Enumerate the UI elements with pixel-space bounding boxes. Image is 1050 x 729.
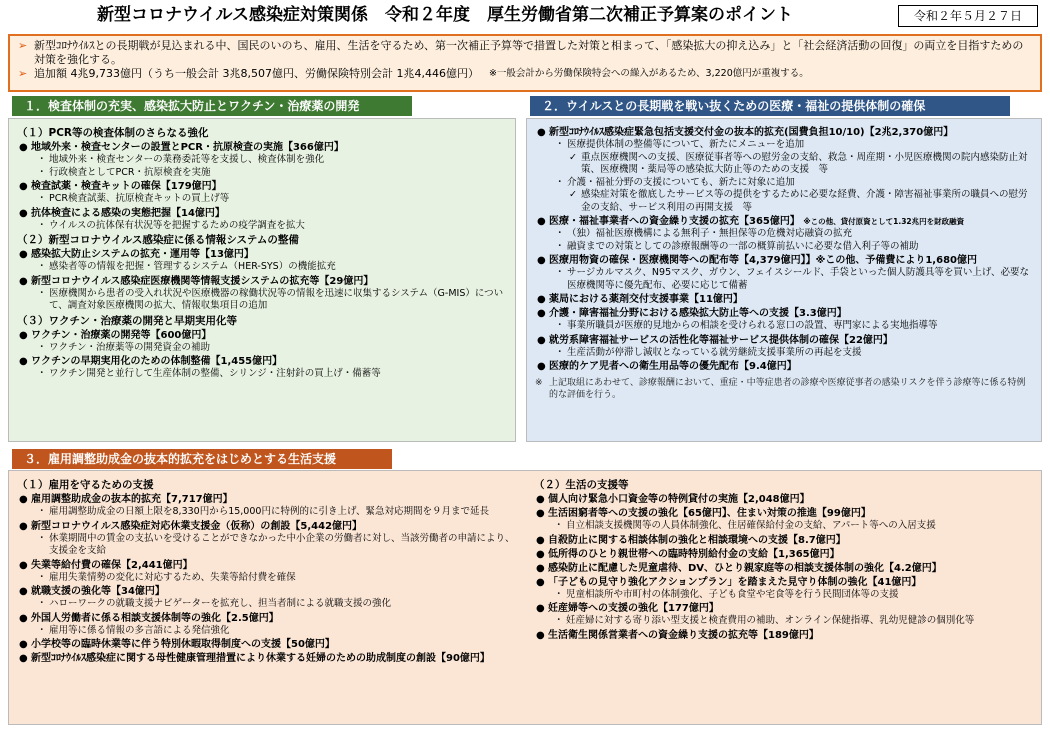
detail — [535, 267, 1033, 292]
list-item — [17, 248, 507, 261]
dot-icon: ・ — [37, 368, 47, 379]
section2-heading: ２．ウイルスとの長期戦を戦い抜くための医療・福祉の提供体制の確保 — [530, 96, 1010, 116]
bullet-icon: ● — [536, 629, 545, 641]
detail-text: （独）福祉医療機構による無利子・無担保等の危機対応融資の拡充 — [567, 228, 853, 239]
list-item — [535, 334, 1033, 347]
intro-line — [18, 67, 1032, 81]
list-item — [535, 307, 1033, 320]
section3-panel — [8, 470, 1042, 725]
item-label: 地域外来・検査センターの設置とPCR・抗原検査の実施【366億円】 — [31, 142, 344, 153]
list-item — [17, 275, 507, 288]
dot-icon: ・ — [555, 267, 565, 278]
dot-icon: ・ — [555, 176, 565, 188]
list-item — [534, 493, 1032, 506]
detail — [17, 288, 507, 313]
dot-icon: ・ — [555, 346, 565, 358]
bullet-icon: ● — [19, 586, 28, 597]
item-label: 「子どもの見守り強化アクションプラン」を踏まえた見守り体制の強化【41億円】 — [548, 576, 922, 588]
detail — [535, 320, 1033, 333]
intro-line — [18, 39, 1032, 67]
list-item — [17, 612, 522, 625]
page-title: 新型コロナウイルス感染症対策関係 令和２年度 厚生労働省第二次補正予算案のポイント — [97, 5, 793, 25]
note-text: 上記取組にあわせて、診療報酬において、重症・中等症患者の診療や医療従事者の感染リスクを伴う診療等に係る特例的な評価を行う。 — [549, 378, 1026, 400]
dot-icon: ・ — [37, 624, 47, 636]
intro-box — [8, 34, 1042, 92]
detail-text: 休業期間中の賃金の支払いを受けることができなかった中小企業の労働者に対し、当該労働者の申請により、支援金を支給 — [49, 532, 515, 556]
dot-icon: ・ — [37, 571, 47, 583]
detail-text: 雇用調整助成金の日額上限を8,330円から15,000円に特例的に引き上げ、緊急対応期間を９月まで延長 — [49, 506, 490, 517]
item-label: 小学校等の臨時休業等に伴う特別休暇取得制度への支援【50億円】 — [31, 639, 335, 650]
list-item — [17, 638, 522, 651]
detail — [534, 615, 1032, 628]
bullet-icon: ● — [536, 562, 545, 574]
detail — [17, 506, 522, 519]
section3-left-column — [17, 477, 522, 651]
detail — [534, 589, 1032, 602]
dot-icon: ・ — [554, 588, 564, 600]
bullet-icon: ● — [536, 576, 545, 588]
item-label: 外国人労働者に係る相談支援体制等の強化【2.5億円】 — [31, 612, 279, 624]
bullet-icon: ● — [536, 548, 545, 560]
detail-text: 妊産婦に対する寄り添い型支援と検査費用の補助、オンライン保健指導、乳幼児健診の個別化等 — [566, 615, 975, 626]
list-item — [535, 293, 1033, 306]
detail-text: 地域外来・検査センターの業務委託等を支援し、検査体制を強化 — [49, 154, 325, 165]
section2-panel — [526, 118, 1042, 442]
bullet-icon: ● — [19, 249, 28, 260]
detail — [535, 152, 1033, 177]
list-item — [17, 520, 522, 533]
subheading: （３）ワクチン・治療薬の開発と早期実用化等 — [17, 314, 237, 327]
bullet-icon: ● — [19, 653, 28, 664]
section1-panel — [8, 118, 516, 442]
item-label: 生活衛生関係営業者への資金繰り支援の拡充等【189億円】 — [548, 629, 819, 641]
detail-text: 医療提供体制の整備等について、新たにメニューを追加 — [567, 139, 805, 150]
detail-text: 重点医療機関への支援、医療従事者等への慰労金の支給、救急・周産期・小児医療機関の院内感染防止対策、医療機関・薬局等の感染拡大防止等のための支援 等 — [581, 151, 1028, 175]
list-item — [534, 629, 1032, 642]
item-label: 失業等給付費の確保【2,441億円】 — [31, 559, 193, 571]
subheading: （１）雇用を守るための支援 — [17, 479, 154, 491]
footnote — [535, 377, 1033, 401]
intro-amount: 追加額 4兆9,733億円（うち一般会計 3兆8,507億円、労働保険特別会計 1兆4,446億円） — [34, 67, 479, 80]
bullet-icon: ● — [19, 142, 28, 153]
dot-icon: ・ — [554, 615, 564, 626]
list-item — [17, 141, 507, 154]
detail — [534, 520, 1032, 533]
item-label: 個人向け緊急小口資金等の特例貸付の実施【2,048億円】 — [548, 494, 810, 505]
list-item — [17, 329, 507, 342]
detail — [535, 241, 1033, 254]
list-item — [535, 254, 1033, 267]
list-item — [17, 207, 507, 220]
detail-text: ワクチン開発と並行して生産体制の整備、シリンジ・注射針の買上げ・備蓄等 — [49, 368, 381, 379]
bullet-icon: ● — [537, 216, 546, 227]
item-label: 検査試薬・検査キットの確保【179億円】 — [31, 181, 222, 192]
item-label: 薬局における薬剤交付支援事業【11億円】 — [549, 294, 743, 305]
list-item — [534, 548, 1032, 561]
bullet-icon: ● — [537, 294, 546, 305]
list-item — [534, 562, 1032, 575]
dot-icon: ・ — [554, 520, 564, 531]
list-item — [534, 576, 1032, 589]
detail-text: サージカルマスク、N95マスク、ガウン、フェイスシールド、手袋といった個人防護具等を買い上げ、必要な医療機関等に優先配布、必要に応じて備蓄 — [567, 267, 1029, 291]
dot-icon: ・ — [37, 287, 47, 299]
list-item — [17, 585, 522, 598]
detail — [17, 261, 507, 274]
detail — [17, 533, 522, 558]
item-label: 妊産婦等への支援の強化【177億円】 — [548, 603, 719, 614]
detail-text: 雇用失業情勢の変化に対応するため、失業等給付費を確保 — [49, 571, 296, 583]
bullet-icon: ● — [19, 612, 28, 624]
bullet-icon: ● — [536, 534, 545, 546]
detail-text: ワクチン・治療薬等の開発資金の補助 — [49, 341, 211, 353]
item-label: 自殺防止に関する相談体制の強化と相談環境への支援【8.7億円】 — [548, 534, 846, 546]
dot-icon: ・ — [555, 228, 565, 239]
section3-heading: ３．雇用調整助成金の抜本的拡充をはじめとする生活支援 — [12, 449, 392, 469]
item-label: 抗体検査による感染の実態把握【14億円】 — [31, 207, 225, 219]
detail-text: PCR検査試薬、抗原検査キットの買上げ等 — [49, 193, 230, 204]
detail — [535, 228, 1033, 241]
bullet-icon: ● — [19, 275, 28, 287]
item-title: 医療・福祉事業者への資金繰り支援の拡充【365億円】 — [549, 216, 800, 227]
item-label: 医療的ケア児者への衛生用品等の優先配布【9.4億円】 — [549, 361, 797, 372]
detail-text: 医療機関から患者の受入れ状況や医療機器の稼働状況等の情報を迅速に収集するシステム（G-MIS）について、調査対象医療機関の拡大、情報収集項目の追加 — [49, 287, 504, 311]
bullet-icon: ● — [19, 181, 28, 192]
bullet-icon: ● — [536, 494, 545, 505]
detail — [17, 220, 507, 233]
item-label: 新型コロナウイルス感染症対応休業支援金（仮称）の創設【5,442億円】 — [31, 520, 363, 532]
item-label: 医療用物資の確保・医療機関等への配布等【4,379億円】】※この他、予備費により1,680億円 — [549, 255, 977, 266]
detail — [535, 139, 1033, 152]
check-icon: ✓ — [569, 189, 577, 200]
subheading: （２）生活の支援等 — [534, 479, 629, 491]
bullet-icon: ● — [537, 361, 546, 372]
detail-text: 介護・福祉分野の支援についても、新たに対象に追加 — [567, 176, 795, 188]
detail-text: 生産活動が停滞し減収となっている就労継続支援事業所の再起を支援 — [567, 346, 862, 358]
bullet-icon: ● — [537, 127, 546, 138]
detail — [17, 167, 507, 180]
list-item — [17, 493, 522, 506]
detail-text: 自立相談支援機関等の人員体制強化、住居確保給付金の支給、アパート等への入居支援 — [566, 520, 936, 531]
item-label: 新型ｺﾛﾅｳｲﾙｽ感染症緊急包括支援交付金の抜本的拡充(国費負担10/10)【2兆2,370億円】 — [549, 127, 954, 138]
bullet-icon: ● — [537, 308, 546, 319]
dot-icon: ・ — [37, 166, 47, 178]
bullet-icon: ● — [19, 520, 28, 532]
item-label — [549, 215, 964, 228]
item-label: ワクチン・治療薬の開発等【600億円】 — [31, 329, 212, 341]
bullet-icon: ● — [19, 207, 28, 219]
list-item — [17, 180, 507, 193]
dot-icon: ・ — [37, 261, 47, 272]
list-item — [534, 534, 1032, 547]
detail — [17, 572, 522, 585]
bullet-icon: ● — [19, 356, 28, 367]
item-label: 生活困窮者等への支援の強化【65億円】、住まい対策の推進【99億円】 — [548, 508, 871, 519]
subheading: （２）新型コロナウイルス感染症に係る情報システムの整備 — [17, 234, 299, 246]
dot-icon: ・ — [37, 506, 47, 517]
detail — [17, 368, 507, 381]
item-label: 感染防止に配慮した児童虐待、DV、ひとり親家庭等の相談支援体制の強化【4.2億円】 — [548, 562, 942, 574]
list-item — [534, 507, 1032, 520]
detail-text: 事業所職員が医療的見地からの相談を受けられる窓口の設置、専門家による実地指導等 — [567, 320, 938, 331]
bullet-icon: ● — [536, 603, 545, 614]
item-label: 雇用調整助成金の抜本的拡充【7,717億円】 — [31, 494, 233, 505]
item-label: 低所得のひとり親世帯への臨時特別給付金の支給【1,365億円】 — [548, 548, 840, 560]
dot-icon: ・ — [37, 341, 47, 353]
detail — [17, 154, 507, 167]
bullet-icon: ● — [19, 494, 28, 505]
bullet-icon: ● — [19, 329, 28, 341]
arrow-icon: ➢ — [18, 39, 28, 52]
bullet-icon: ● — [19, 639, 28, 650]
subheading: （１）PCR等の検査体制のさらなる強化 — [17, 127, 209, 139]
detail — [17, 625, 522, 638]
detail-text: 児童相談所や市町村の体制強化、子ども食堂や宅食等を行う民間団体等の支援 — [566, 588, 899, 600]
date-label: 令和２年５月２７日 — [898, 5, 1038, 27]
item-label: 就職支援の強化等【34億円】 — [31, 586, 165, 597]
detail-text: ウイルスの抗体保有状況等を把握するための疫学調査を拡大 — [49, 219, 305, 231]
detail — [535, 347, 1033, 360]
list-item — [534, 602, 1032, 615]
section1-heading: １．検査体制の充実、感染拡大防止とワクチン・治療薬の開発 — [12, 96, 412, 116]
detail-text: 行政検査としてPCR・抗原検査を実施 — [49, 166, 211, 178]
dot-icon: ・ — [37, 154, 47, 165]
list-item — [535, 360, 1033, 373]
list-item — [17, 355, 507, 368]
detail — [535, 177, 1033, 190]
dot-icon: ・ — [37, 532, 47, 544]
item-label: 感染拡大防止システムの拡充・運用等【13億円】 — [31, 249, 254, 260]
detail-text: 感染者等の情報を把握・管理するシステム（HER-SYS）の機能拡充 — [49, 261, 336, 272]
bullet-icon: ● — [537, 334, 546, 346]
item-note: ※この他、貸付原資として1.32兆円を財政融資 — [803, 217, 965, 226]
detail — [17, 193, 507, 206]
detail — [17, 342, 507, 355]
list-item — [535, 215, 1033, 228]
bullet-icon: ● — [536, 508, 545, 519]
list-item — [535, 126, 1033, 139]
item-label: ワクチンの早期実用化のための体制整備【1,455億円】 — [31, 356, 283, 367]
item-label: 新型ｺﾛﾅｳｲﾙｽ感染症に関する母性健康管理措置により休業する妊婦のための助成制度の創設【90億円】 — [31, 653, 490, 664]
note-icon: ※ — [535, 378, 543, 388]
dot-icon: ・ — [37, 219, 47, 231]
detail-text: 融資までの対策としての診療報酬等の一部の概算前払いに必要な借入利子等の補助 — [567, 240, 919, 252]
arrow-icon: ➢ — [18, 67, 28, 80]
detail — [17, 598, 522, 611]
dot-icon: ・ — [555, 320, 565, 331]
dot-icon: ・ — [37, 598, 47, 609]
dot-icon: ・ — [555, 139, 565, 150]
detail-text: 雇用等に係る情報の多言語による発信強化 — [49, 624, 230, 636]
intro-text: 新型ｺﾛﾅｳｲﾙｽとの長期戦が見込まれる中、国民のいのち、雇用、生活を守るため、第一次補正予算等で措置した対策と相まって、「感染拡大の抑え込み」と「社会経済活動の回復」の両立を目指すための対策を強化する。 — [34, 39, 1024, 66]
dot-icon: ・ — [555, 240, 565, 252]
bullet-icon: ● — [19, 559, 28, 571]
item-label: 就労系障害福祉サービスの活性化等福祉サービス提供体制の確保【22億円】 — [549, 334, 893, 346]
dot-icon: ・ — [37, 193, 47, 204]
item-label: 介護・障害福祉分野における感染拡大防止等への支援【3.3億円】 — [549, 308, 847, 319]
section3-right-column — [522, 477, 1032, 651]
check-icon: ✓ — [569, 151, 577, 163]
detail — [535, 189, 1033, 214]
detail-text: ハローワークの就職支援ナビゲーターを拡充し、担当者制による就職支援の強化 — [49, 598, 392, 609]
item-label: 新型コロナウイルス感染症医療機関等情報支援システムの拡充等【29億円】 — [31, 275, 374, 287]
list-item — [17, 559, 522, 572]
bullet-icon: ● — [537, 255, 546, 266]
detail-text: 感染症対策を徹底したサービス等の提供をするために必要な経費、介護・障害福祉事業所の職員への慰労金の支給、サービス利用の再開支援 等 — [581, 189, 1028, 213]
intro-note: ※一般会計から労働保険特会への繰入があるため、3,220億円が重複する。 — [488, 68, 809, 79]
list-item — [17, 652, 1033, 665]
